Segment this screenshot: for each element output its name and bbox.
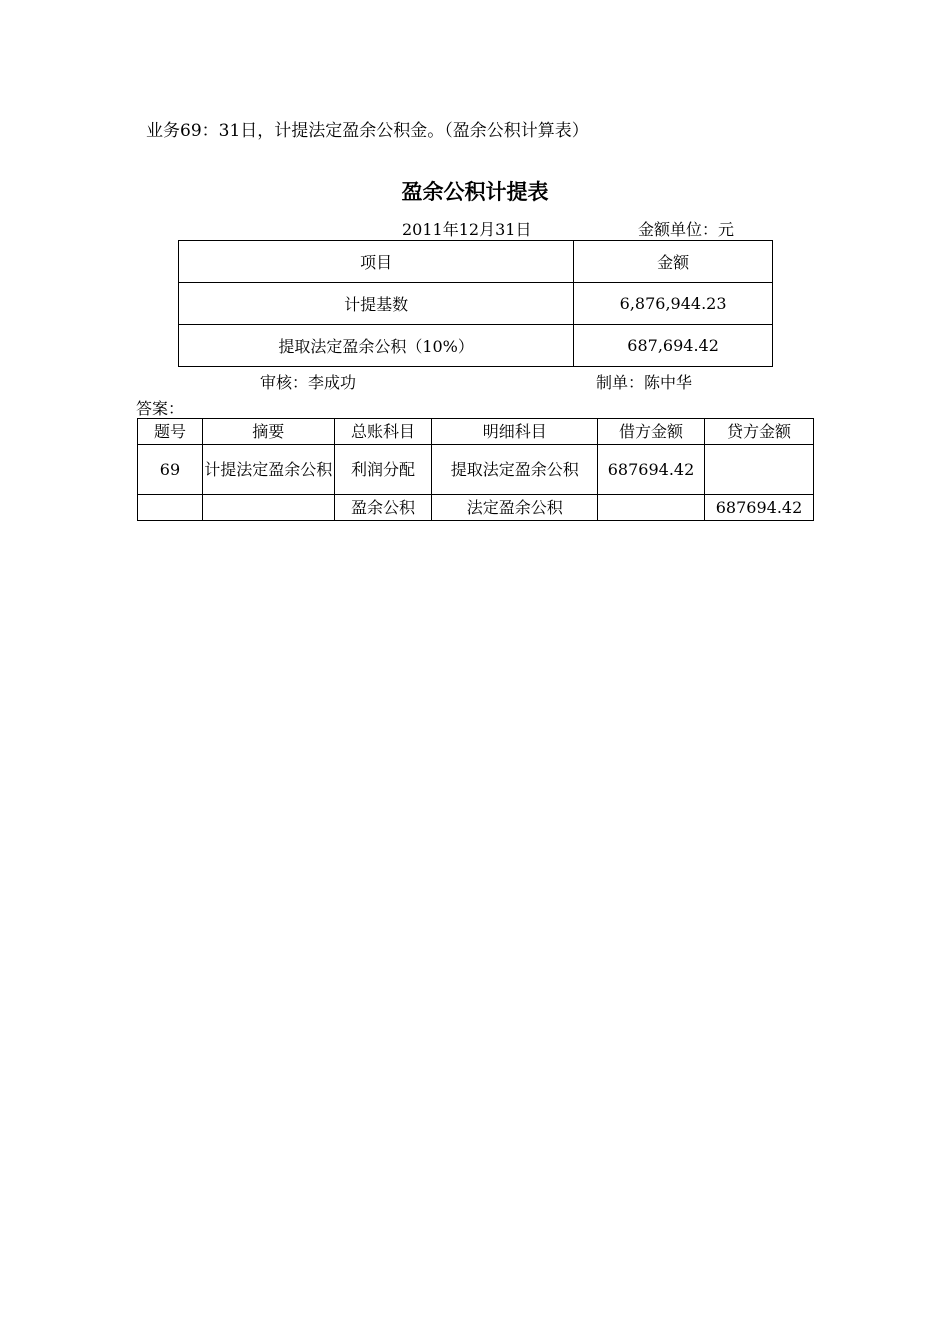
table-header-row [179, 241, 773, 283]
table-date: 2011年12月31日 [402, 220, 532, 239]
row-amount: 687,694.42 [574, 325, 773, 367]
header-item: 项目 [179, 241, 574, 283]
table-title: 盈余公积计提表 [401, 180, 549, 204]
cell-credit [705, 445, 814, 495]
cell-summary [202, 495, 334, 521]
header-general-account: 总账科目 [334, 419, 432, 445]
cell-general-account: 盈余公积 [334, 495, 432, 521]
header-debit: 借方金额 [598, 419, 705, 445]
auditor-signature: 审核：李成功 [260, 373, 357, 392]
row-item: 计提基数 [179, 283, 574, 325]
table-row [138, 495, 814, 521]
cell-credit: 687694.42 [705, 495, 814, 521]
cell-debit: 687694.42 [598, 445, 705, 495]
journal-header-row [138, 419, 814, 445]
surplus-reserve-table [178, 240, 773, 367]
amount-unit: 金额单位：元 [638, 220, 735, 239]
header-number: 题号 [138, 419, 203, 445]
journal-entry-table [137, 418, 814, 521]
cell-number: 69 [138, 445, 203, 495]
cell-debit [598, 495, 705, 521]
row-item: 提取法定盈余公积（10%） [179, 325, 574, 367]
cell-summary: 计提法定盈余公积 [202, 445, 334, 495]
header-amount: 金额 [574, 241, 773, 283]
preparer-signature: 制单：陈中华 [596, 373, 693, 392]
row-amount: 6,876,944.23 [574, 283, 773, 325]
cell-detail-account: 提取法定盈余公积 [432, 445, 598, 495]
header-credit: 贷方金额 [705, 419, 814, 445]
table-row [179, 325, 773, 367]
cell-general-account: 利润分配 [334, 445, 432, 495]
header-detail-account: 明细科目 [432, 419, 598, 445]
table-row [179, 283, 773, 325]
answer-label: 答案： [136, 399, 185, 418]
header-summary: 摘要 [202, 419, 334, 445]
cell-number [138, 495, 203, 521]
cell-detail-account: 法定盈余公积 [432, 495, 598, 521]
table-row [138, 445, 814, 495]
business-description: 业务69：31日，计提法定盈余公积金。（盈余公积计算表） [146, 121, 589, 141]
